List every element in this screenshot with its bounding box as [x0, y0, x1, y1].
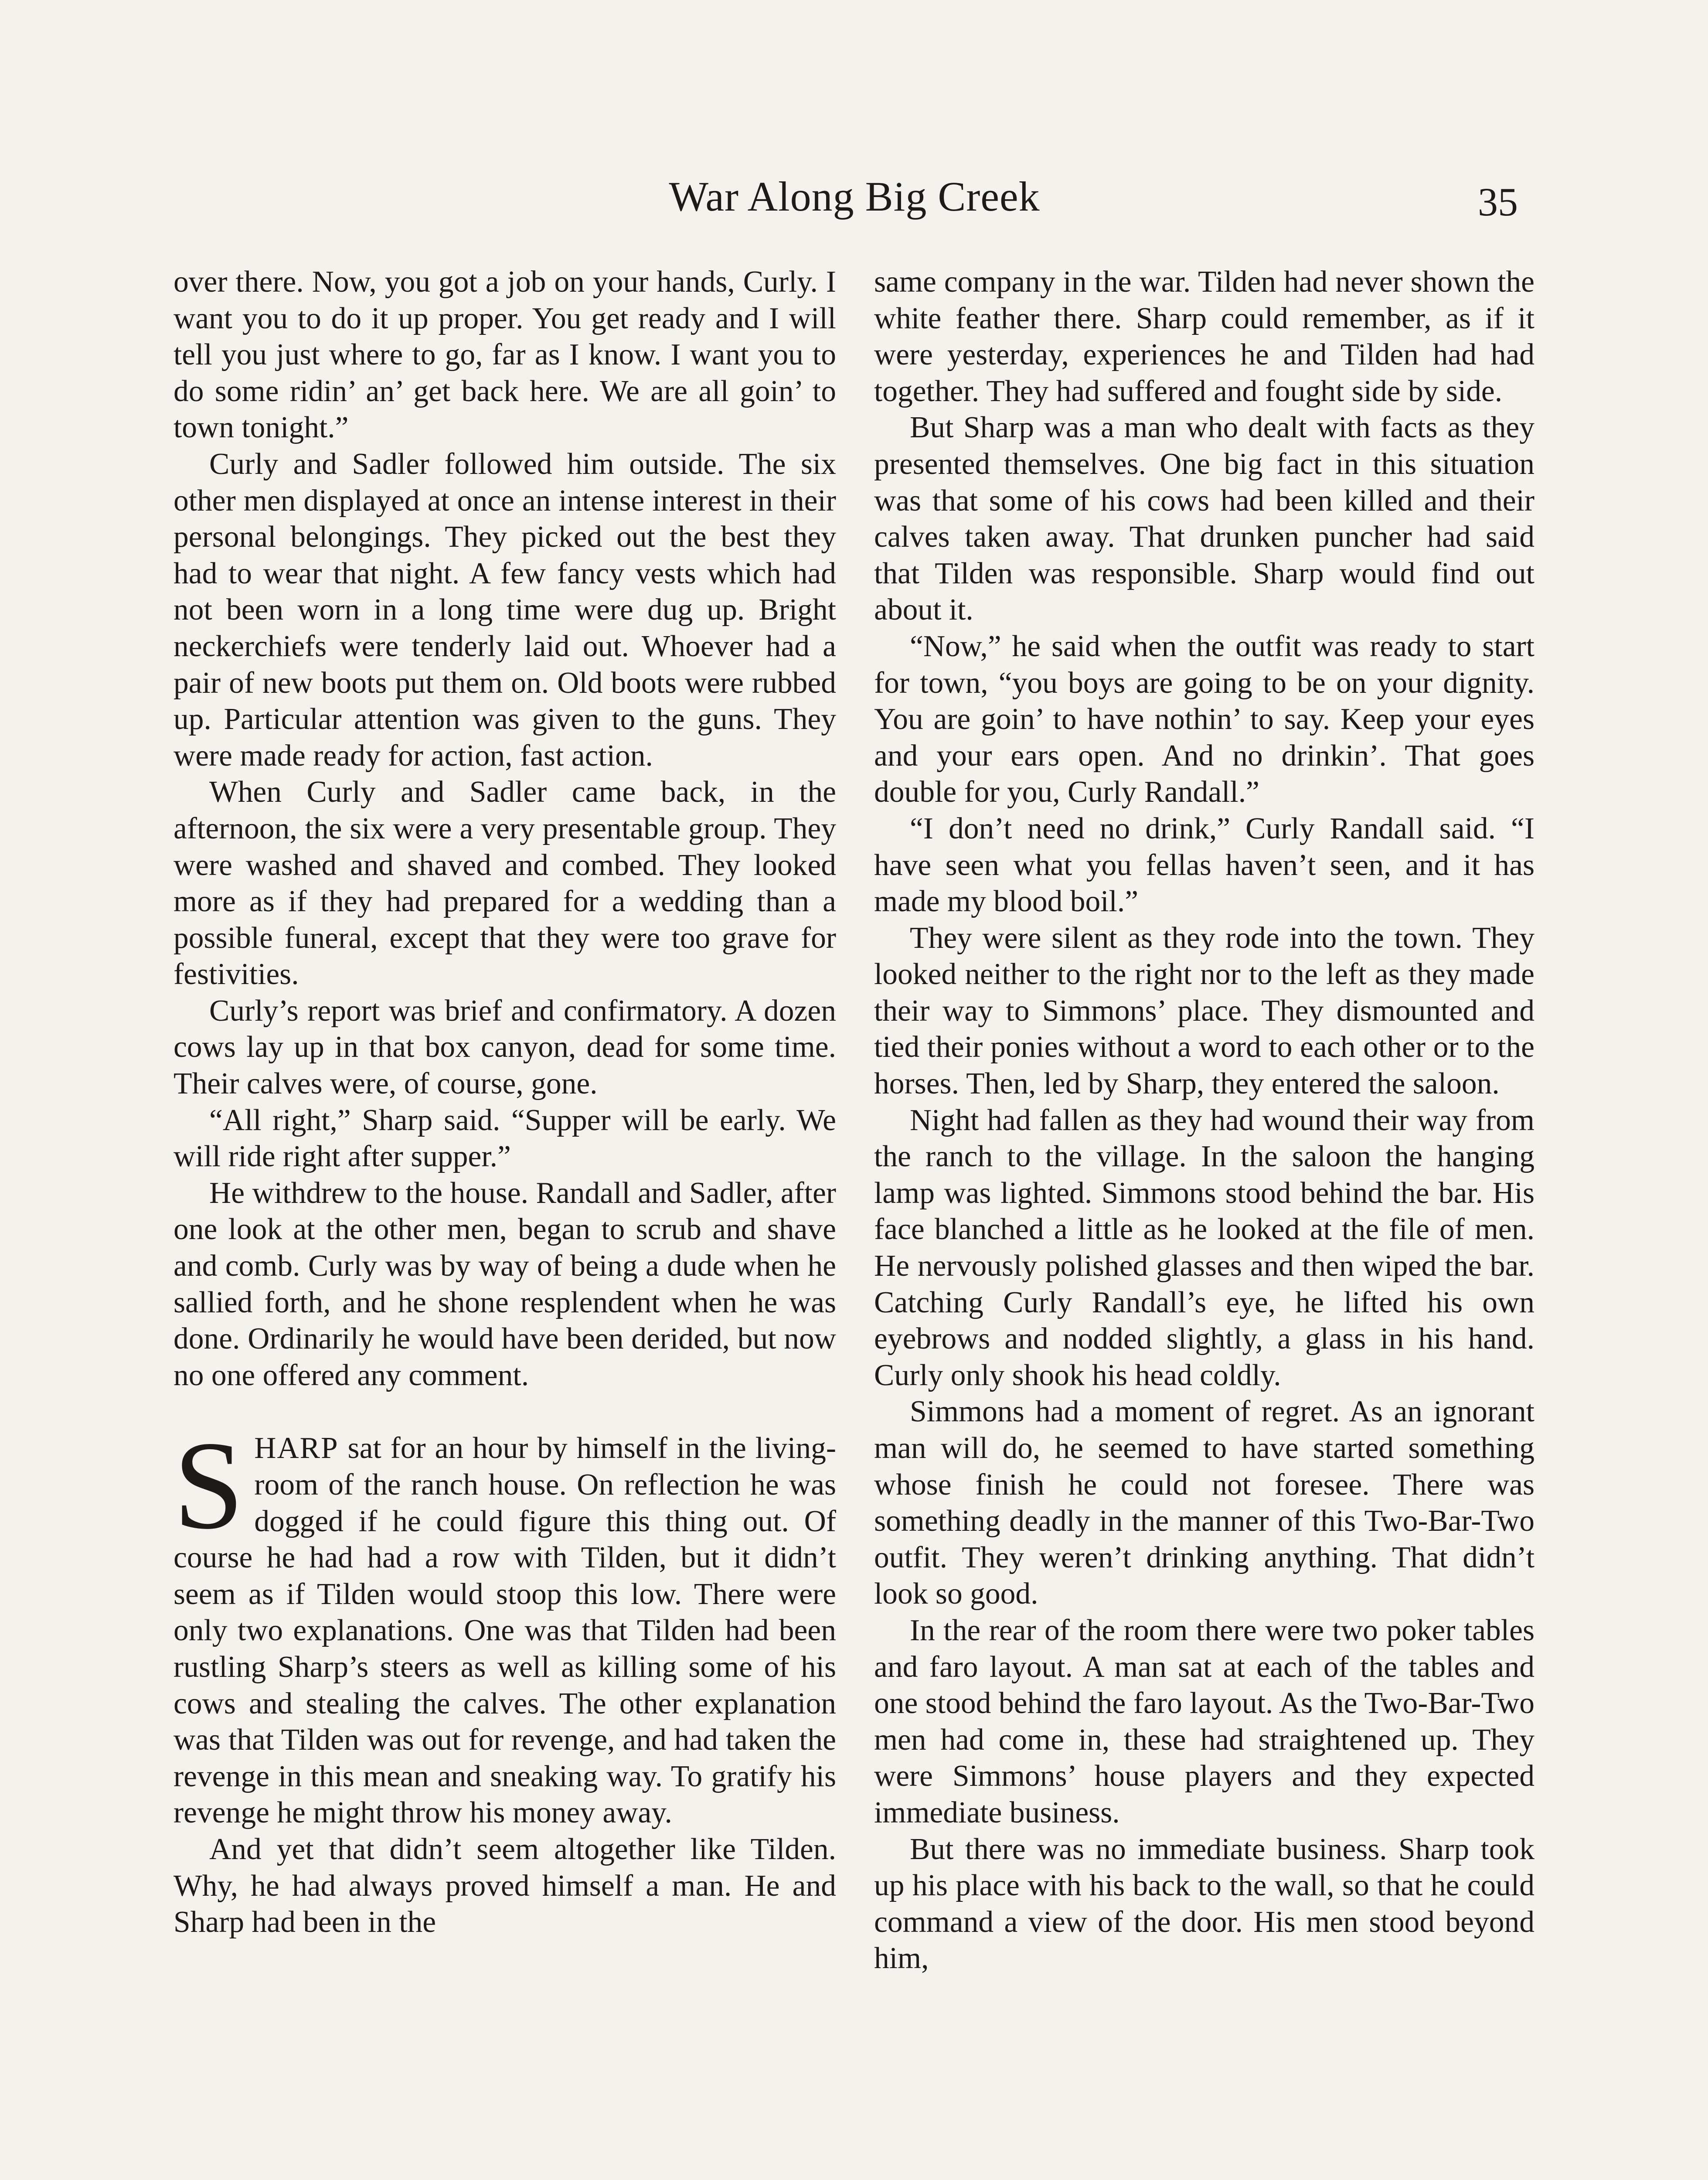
- paragraph: Curly and Sadler followed him outside. The six other men displayed at once an intense interest in their personal belongings. They picked out the best they had to wear that night. A few fancy vests which had not been worn in a long time were dug up. Bright neckerchiefs were tenderly laid out. Whoever had a pair of new boots put them on. Old boots were rubbed up. Particular attention was given to the guns. They were made ready for action, fast action.: [174, 447, 836, 773]
- paragraph: over there. Now, you got a job on your hands, Curly. I want you to do it up proper. You get ready and I will tell you just where to go, far as I know. I want you to do some ridin’ an’ get back here. We are all goin’ to town tonight.”: [174, 265, 836, 445]
- paragraph: Night had fallen as they had wound their way from the ranch to the village. In the saloon the hanging lamp was lighted. Simmons stood behind the bar. His face blanched a little as he looked at the file of men. He nervously polished glasses and then wiped the bar. Catching Curly Randall’s eye, he lifted his own eyebrows and nodded slightly, a glass in his hand. Curly only shook his head coldly.: [874, 1103, 1534, 1392]
- drop-cap: S: [174, 1415, 244, 1556]
- paragraph: When Curly and Sadler came back, in the afternoon, the six were a very presentable group. They were washed and shaved and combed. They looked more as if they had prepared for a wedding than a possible funeral, except that they were too grave for festivities.: [174, 775, 836, 991]
- paragraph: He withdrew to the house. Randall and Sadler, after one look at the other men, began to scrub and shave and comb. Curly was by way of being a dude when he sallied forth, and he shone resplendent when he was done. Ordinarily he would have been derided, but now no one offered any comment.: [174, 1176, 836, 1392]
- paragraph: same company in the war. Tilden had never shown the white feather there. Sharp could remember, as if it were yesterday, experiences he and Tilden had had together. They had suffered and fought side by side.: [874, 265, 1534, 408]
- paragraph: “All right,” Sharp said. “Supper will be early. We will ride right after supper.”: [174, 1103, 836, 1174]
- running-title: War Along Big Creek: [669, 173, 1040, 220]
- paragraph-text: sat for an hour by himself in the living-room of the ranch house. On reflection he was dogged if he could figure this thing out. Of course he had had a row with Tilden, but it didn’t seem as if Tilden would stoop this low. There were only two explanations. One was that Tilden had been rustling Sharp’s steers as well as killing some of his cows and stealing the calves. The other explanation was that Tilden was out for revenge, and had taken the revenge in this mean and sneaking way. To gratify his revenge he might throw his money away.: [174, 1431, 836, 1830]
- paragraph: “I don’t need no drink,” Curly Randall said. “I have seen what you fellas haven’t seen, and it has made my blood boil.”: [874, 811, 1534, 919]
- paragraph: In the rear of the room there were two poker tables and faro layout. A man sat at each of the tables and one stood behind the faro layout. As the Two-Bar-Two men had come in, these had straightened up. They were Simmons’ house players and they expected immediate business.: [874, 1613, 1534, 1829]
- right-column: [874, 264, 1534, 1977]
- page-number: 35: [1478, 180, 1518, 224]
- paragraph: Simmons had a moment of regret. As an ignorant man will do, he seemed to have started something whose finish he could not foresee. There was something deadly in the manner of this Two-Bar-Two outfit. They weren’t drinking anything. That didn’t look so good.: [874, 1395, 1534, 1611]
- paragraph: But Sharp was a man who dealt with facts as they presented themselves. One big fact in this situation was that some of his cows had been killed and their calves taken away. That drunken puncher had said that Tilden was responsible. Sharp would find out about it.: [874, 411, 1534, 627]
- paragraph: They were silent as they rode into the town. They looked neither to the right nor to the left as they made their way to Simmons’ place. They dismounted and tied their ponies without a word to each other or to the horses. Then, led by Sharp, they entered the saloon.: [874, 921, 1534, 1101]
- paragraph: And yet that didn’t seem altogether like Tilden. Why, he had always proved himself a man. He and Sharp had been in the: [174, 1832, 836, 1939]
- paragraph: Curly’s report was brief and confirmatory. A dozen cows lay up in that box canyon, dead for some time. Their calves were, of course, gone.: [174, 994, 836, 1101]
- section-start-paragraph: [174, 1415, 836, 1831]
- left-column: [174, 264, 836, 1941]
- paragraph: But there was no immediate business. Sharp took up his place with his back to the wall, so that he could command a view of the door. His men stood beyond him,: [874, 1832, 1534, 1976]
- paragraph: “Now,” he said when the outfit was ready to start for town, “you boys are going to be on your dignity. You are goin’ to have nothin’ to say. Keep your eyes and your ears open. And no drinkin’. That goes double for you, Curly Randall.”: [874, 629, 1534, 809]
- small-caps-lead: HARP: [254, 1431, 339, 1465]
